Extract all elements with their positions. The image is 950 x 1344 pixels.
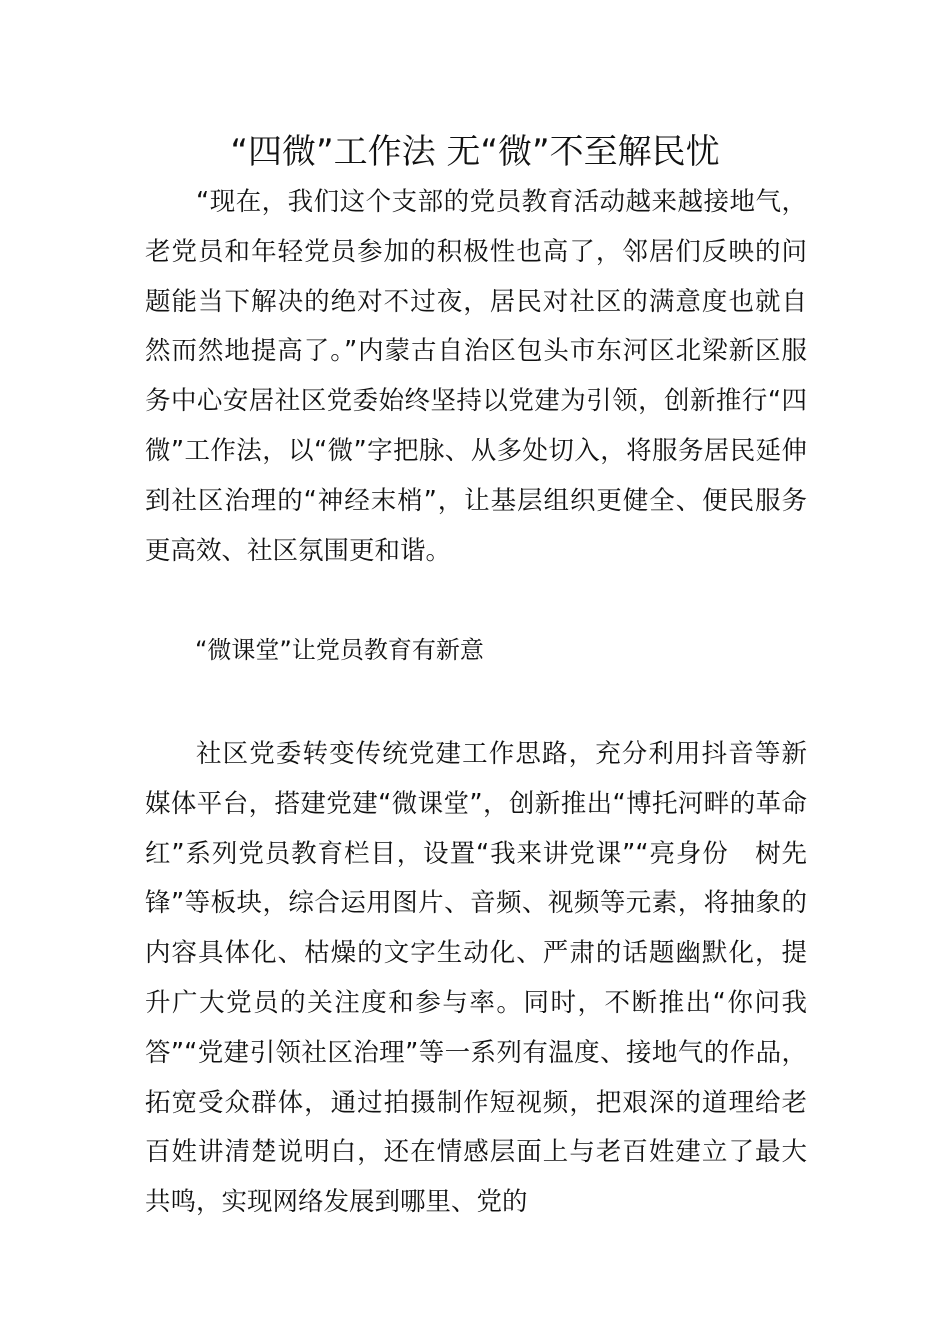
section-heading: “微课堂”让党员教育有新意 [195, 636, 484, 664]
paragraph-intro: “现在，我们这个支部的党员教育活动越来越接地气，老党员和年轻党员参加的积极性也高了，邻居们反映的问题能当下解决的绝对不过夜，居民对社区的满意度也就自然而然地提高了。”内蒙古自治区包头市东河区北梁新区服务中心安居社区党委始终坚持以党建为引领，创新推行“四微”工作法，以“微”字把脉、从多处切入，将服务居民延伸到社区治理的“神经末梢”，让基层组织更健全、便民服务更高效、社区氛围更和谐。 [145, 187, 807, 566]
document-title: “四微”工作法 无“微”不至解民忧 [230, 132, 720, 172]
paragraph-micro-classroom: 社区党委转变传统党建工作思路，充分利用抖音等新媒体平台，搭建党建“微课堂”，创新推出“博托河畔的革命红”系列党员教育栏目，设置“我来讲党课”“亮身份 树先锋”等板块，综合运用图片、音频、视频等元素，将抽象的内容具体化、枯燥的文字生动化、严肃的话题幽默化，提升广大党员的关注度和参与率。同时，不断推出“你问我答”“党建引领社区治理”等一系列有温度、接地气的作品，拓宽受众群体，通过拍摄制作短视频，把艰深的道理给老百姓讲清楚说明白，还在情感层面上与老百姓建立了最大共鸣，实现网络发展到哪里、党的 [145, 739, 807, 1218]
